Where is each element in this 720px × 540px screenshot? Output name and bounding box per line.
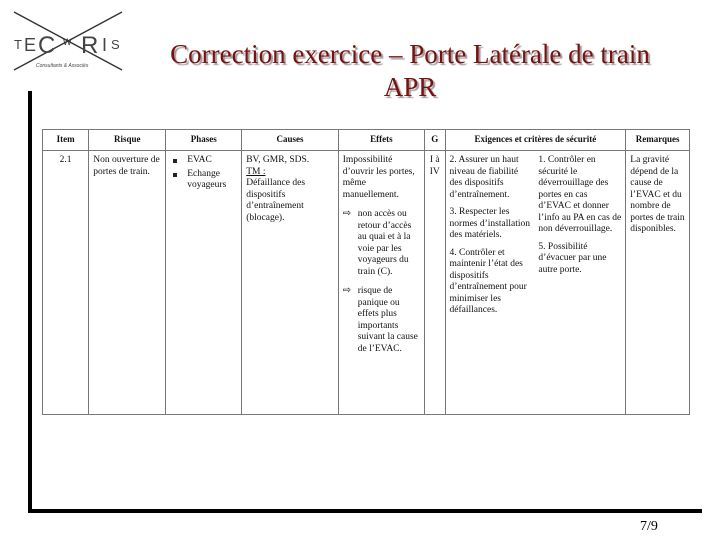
effets-item [343,209,420,278]
causes-line1: BV, GMR, SDS. [246,155,310,165]
causes-rest: Défaillance des dispositifs d’entraînement (blocage). [246,178,306,223]
slide-title [130,38,690,104]
logo-letter-w: W [63,37,72,47]
arrow-right-icon: ⇨ [342,208,352,219]
arrow-right-icon: ⇨ [342,285,352,296]
logo-subtitle: Consultants & Associés [36,63,89,69]
exigence-item: 4. Contrôler et maintenir l’état des dispositifs d’entraînement pour minimiser les défaillances. [449,247,527,315]
effets-item-text: risque de panique ou effets plus importants suivant la cause de l’EVAC. [357,286,418,354]
exigences-col-left [450,155,533,323]
cell-causes [242,151,339,415]
logo-letter-s: S [111,37,120,52]
left-frame-bar [28,91,32,513]
exigence-item: 3. Respecter les normes d’installation des matériels. [449,207,531,240]
header-remarques: Remarques [626,130,690,151]
header-effets: Effets [338,130,424,151]
effets-intro: Impossibilité d’ouvrir les portes, même manuellement. [342,155,415,200]
slide-title-line1: Correction exercice – Porte Latérale de train [170,39,650,69]
logo-letter-i: I [102,35,108,55]
exigence-item: 2. Assurer un haut niveau de fiabilité des dispositifs d’entraînement. [449,155,519,200]
causes-tm: TM : [246,166,266,177]
header-risque: Risque [89,130,166,151]
cell-exigences [445,151,626,415]
phase-item-echange: Echange voyageurs [170,169,237,192]
cell-gravite: I à IV [425,151,446,415]
exigences-col-right [538,155,621,323]
apr-table [42,129,690,415]
page-number: 7/9 [640,519,658,534]
slide-title-line2: APR [383,72,437,102]
logo-letter-t: T [14,37,22,52]
header-phases: Phases [166,130,242,151]
table-header-row [43,130,690,151]
logo-letter-r: R [81,32,99,59]
effets-item [343,286,420,355]
logo-letter-e: E [24,35,37,55]
logo-letter-c: C [38,32,56,59]
exigence-item: 5. Possibilité d’évacuer par une autre porte. [538,241,607,275]
header-g: G [425,130,446,151]
cell-remarques: La gravité dépend de la cause de l’EVAC et du nombre de portes de train disponibles. [626,151,690,415]
header-causes: Causes [242,130,339,151]
header-item: Item [43,130,89,151]
cell-risque: Non ouverture de portes de train. [89,151,166,415]
exigence-item: 1. Contrôler en sécurité le déverrouillage des portes en cas d’EVAC et donner l’info au PA en cas de non déverrouillage. [538,155,622,234]
table-row [43,151,690,415]
header-exigences: Exigences et critères de sécurité [445,130,626,151]
company-logo [8,8,128,74]
cell-effets [338,151,424,415]
effets-item-text: non accès ou retour d’accès au quai et à la voie par les voyageurs du train (C). [357,209,412,277]
phase-item-evac: EVAC [170,155,237,167]
cell-item: 2.1 [43,151,89,415]
cell-phases [166,151,242,415]
bottom-frame-bar [28,509,702,513]
